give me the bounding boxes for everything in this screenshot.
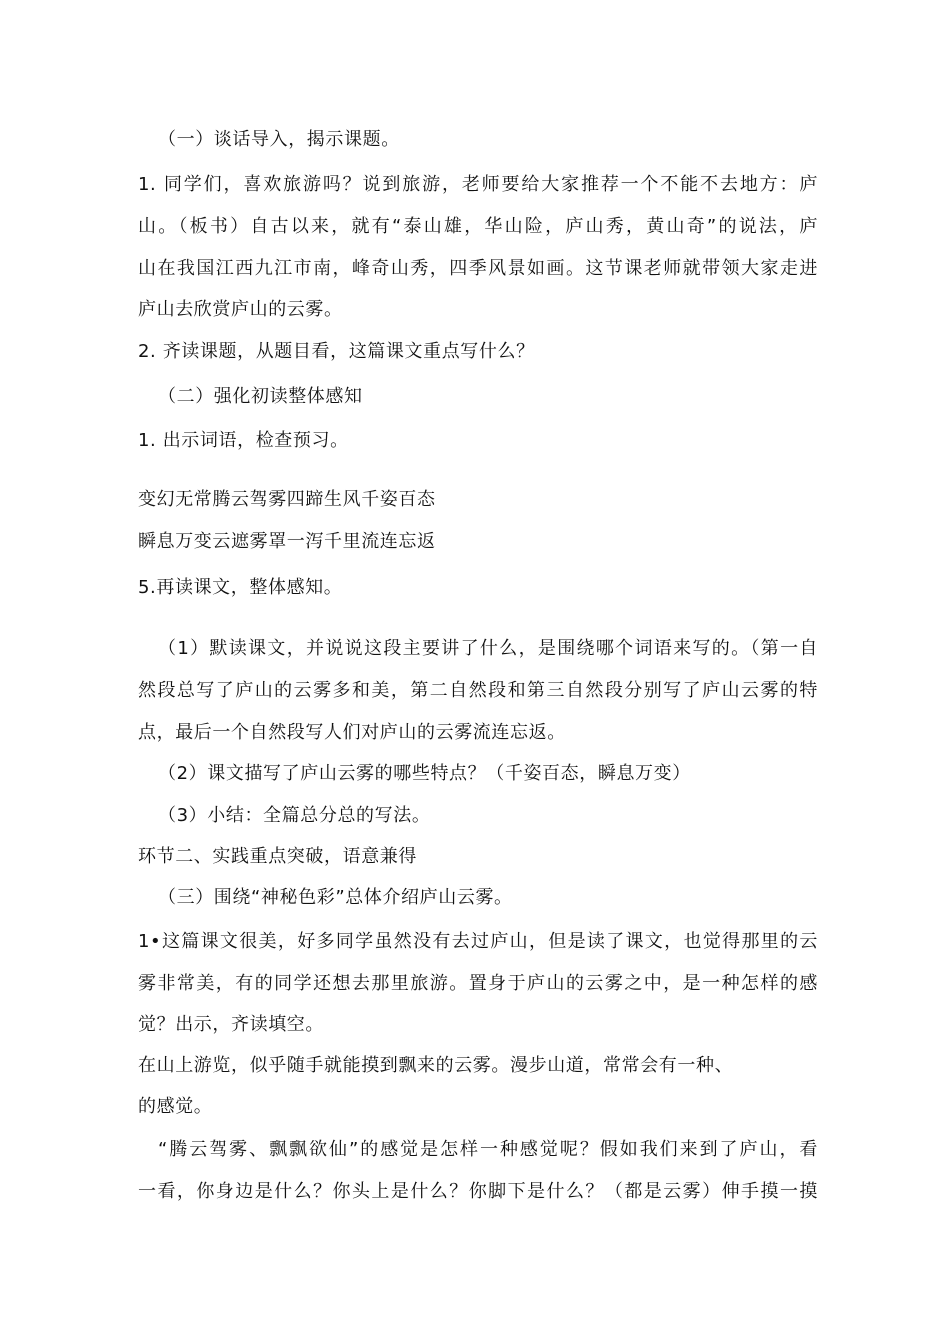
paragraph-line: 1•这篇课文很美，好多同学虽然没有去过庐山，但是读了课文，也觉得那里的云 [138, 931, 818, 952]
fill-blank-line: 在山上游览，似乎随手就能摸到飘来的云雾。漫步山道，常常会有一种、 [138, 1055, 734, 1076]
paragraph-line: 点，最后一个自然段写人们对庐山的云雾流连忘返。 [138, 722, 566, 743]
section-heading: 环节二、实践重点突破，语意兼得 [138, 846, 417, 867]
paragraph-line: 一看，你身边是什么？你头上是什么？你脚下是什么？（都是云雾）伸手摸一摸 [138, 1181, 818, 1202]
heading-intro: （一）谈话导入，揭示课题。 [158, 129, 400, 150]
paragraph-line: 1. 同学们，喜欢旅游吗？说到旅游，老师要给大家推荐一个不能不去地方：庐 [138, 174, 818, 195]
paragraph-line: 1. 出示词语，检查预习。 [138, 430, 349, 451]
paragraph-line: 庐山去欣赏庐山的云雾。 [138, 299, 343, 320]
paragraph-line: “腾云驾雾、飘飘欲仙”的感觉是怎样一种感觉呢？假如我们来到了庐山，看 [158, 1139, 818, 1160]
fill-blank-line: 的感觉。 [138, 1096, 213, 1117]
vocabulary-line: 瞬息万变云遮雾罩一泻千里流连忘返 [138, 531, 436, 552]
paragraph-line: （1）默读课文，并说说这段主要讲了什么，是围绕哪个词语来写的。（第一自 [158, 638, 818, 659]
paragraph-line: 雾非常美，有的同学还想去那里旅游。置身于庐山的云雾之中，是一种怎样的感 [138, 973, 818, 994]
paragraph-line: 5.再读课文，整体感知。 [138, 577, 343, 598]
paragraph-line: 2. 齐读课题，从题目看，这篇课文重点写什么？ [138, 341, 535, 362]
paragraph-line: 山在我国江西九江市南，峰奇山秀，四季风景如画。这节课老师就带领大家走进 [138, 258, 818, 279]
paragraph-line: （3）小结：全篇总分总的写法。 [158, 805, 431, 826]
paragraph-line: （2）课文描写了庐山云雾的哪些特点？（千姿百态，瞬息万变） [158, 763, 691, 784]
heading-mystery: （三）围绕“神秘色彩”总体介绍庐山云雾。 [158, 887, 513, 908]
paragraph-line: 觉？出示，齐读填空。 [138, 1014, 324, 1035]
vocabulary-line: 变幻无常腾云驾雾四蹄生风千姿百态 [138, 489, 436, 510]
heading-first-reading: （二）强化初读整体感知 [158, 386, 363, 407]
paragraph-line: 山。（板书）自古以来，就有“泰山雄，华山险，庐山秀，黄山奇”的说法，庐 [138, 216, 818, 237]
paragraph-line: 然段总写了庐山的云雾多和美，第二自然段和第三自然段分别写了庐山云雾的特 [138, 680, 818, 701]
